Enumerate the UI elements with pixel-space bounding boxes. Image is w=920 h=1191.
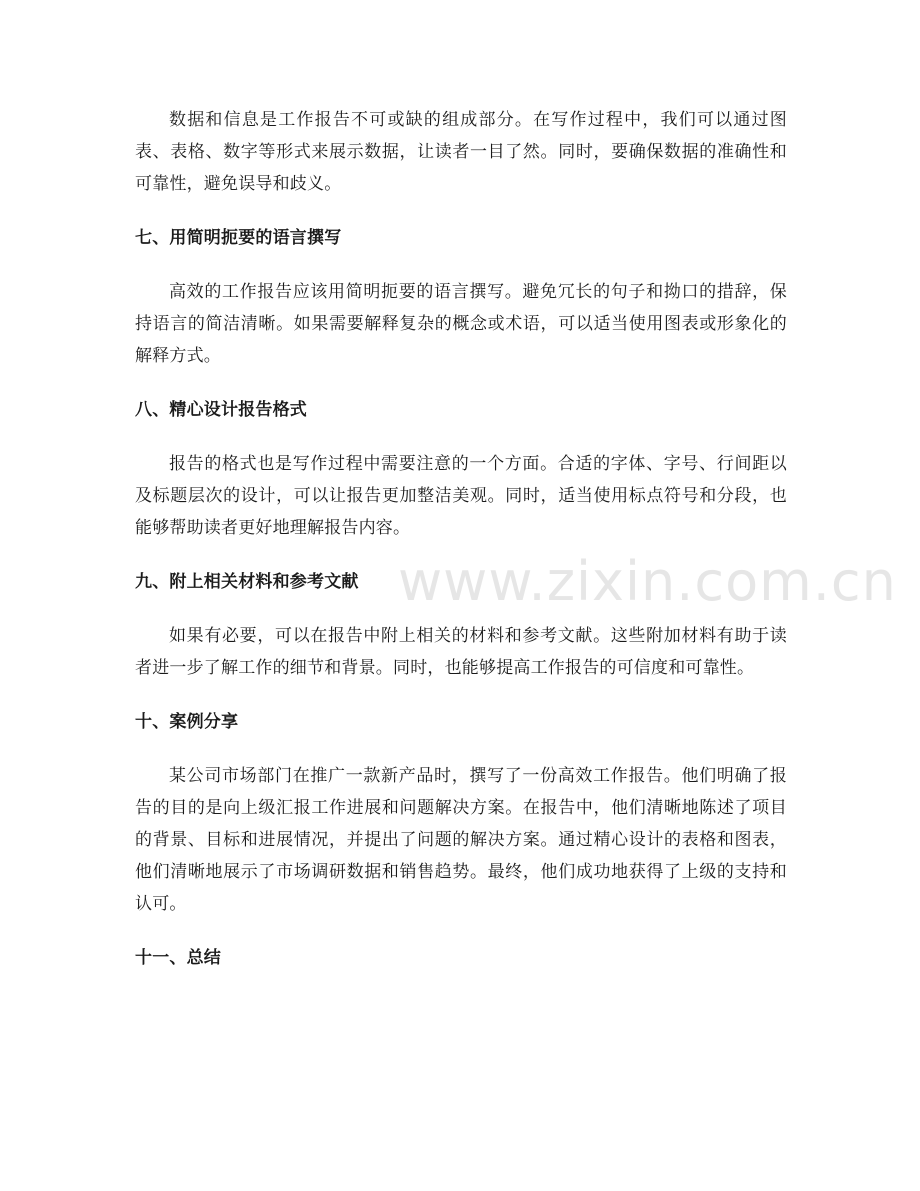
paragraph-report-format: 报告的格式也是写作过程中需要注意的一个方面。合适的字体、字号、行间距以及标题层次的设计，可以让报告更加整洁美观。同时，适当使用标点符号和分段，也能够帮助读者更好地理解报告内容。 xyxy=(135,454,787,538)
paragraph-attachments: 如果有必要，可以在报告中附上相关的材料和参考文献。这些附加材料有助于读者进一步了解工作的细节和背景。同时，也能够提高工作报告的可信度和可靠性。 xyxy=(135,626,787,678)
paragraph-case-study: 某公司市场部门在推广一款新产品时，撰写了一份高效工作报告。他们明确了报告的目的是向上级汇报工作进展和问题解决方案。在报告中，他们清晰地陈述了项目的背景、目标和进展情况，并提出了问题的解决方案。通过精心设计的表格和图表，他们清晰地展示了市场调研数据和销售趋势。最终，他们成功地获得了上级的支持和认可。 xyxy=(135,766,787,914)
paragraph-concise-language: 高效的工作报告应该用简明扼要的语言撰写。避免冗长的句子和拗口的措辞，保持语言的简洁清晰。如果需要解释复杂的概念或术语，可以适当使用图表或形象化的解释方式。 xyxy=(135,282,787,366)
document-body xyxy=(135,104,787,996)
heading-section-8: 八、精心设计报告格式 xyxy=(135,400,307,420)
heading-section-10: 十、案例分享 xyxy=(135,712,239,732)
heading-section-11: 十一、总结 xyxy=(135,948,221,968)
heading-section-9: 九、附上相关材料和参考文献 xyxy=(135,572,359,592)
heading-section-7: 七、用简明扼要的语言撰写 xyxy=(135,228,342,248)
paragraph-data-info: 数据和信息是工作报告不可或缺的组成部分。在写作过程中，我们可以通过图表、表格、数字等形式来展示数据，让读者一目了然。同时，要确保数据的准确性和可靠性，避免误导和歧义。 xyxy=(135,110,787,194)
watermark: www.zixin.com.cn xyxy=(398,550,897,613)
